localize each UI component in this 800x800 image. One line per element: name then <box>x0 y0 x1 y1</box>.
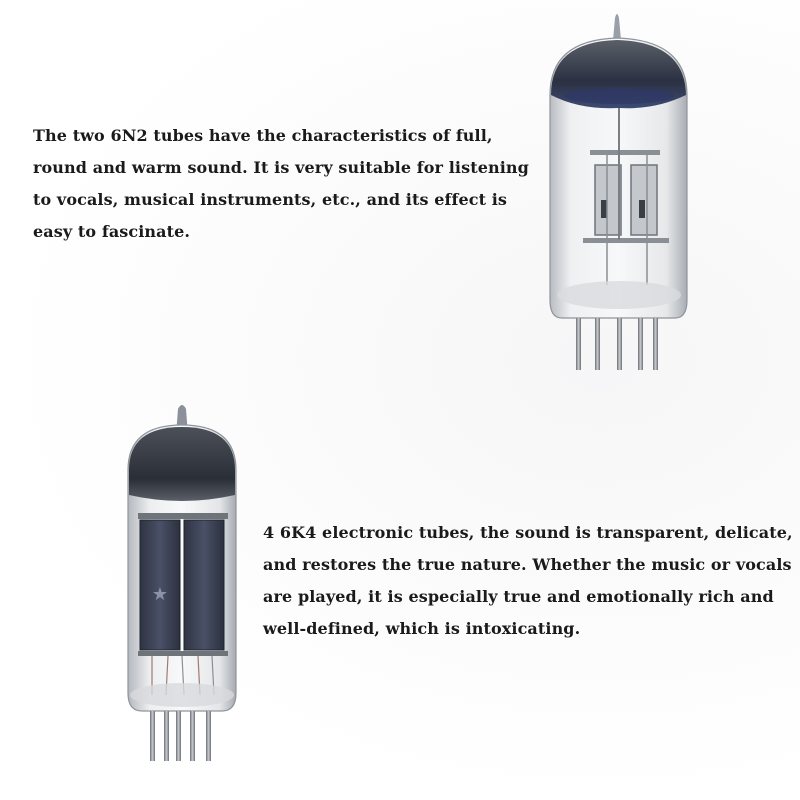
description-line: easy to fascinate. <box>33 222 191 241</box>
description-line: are played, it is especially true and emotionally rich and <box>263 587 774 606</box>
description-line: to vocals, musical instruments, etc., and its effect is <box>33 190 508 209</box>
vacuum-tube-icon <box>118 395 248 775</box>
vacuum-tube-icon <box>535 0 705 380</box>
description-line: well-defined, which is intoxicating. <box>263 619 581 638</box>
description-line: 4 6K4 electronic tubes, the sound is transparent, delicate, <box>263 523 793 542</box>
description-6k4 <box>263 517 793 645</box>
tube-6n2-image <box>535 0 705 380</box>
tube-6k4-image <box>118 395 248 775</box>
description-line: round and warm sound. It is very suitable for listening <box>33 158 529 177</box>
description-line: The two 6N2 tubes have the characteristics of full, <box>33 126 493 145</box>
svg-text:★: ★ <box>151 584 169 605</box>
description-line: and restores the true nature. Whether the music or vocals <box>263 555 792 574</box>
description-6n2 <box>33 120 529 248</box>
